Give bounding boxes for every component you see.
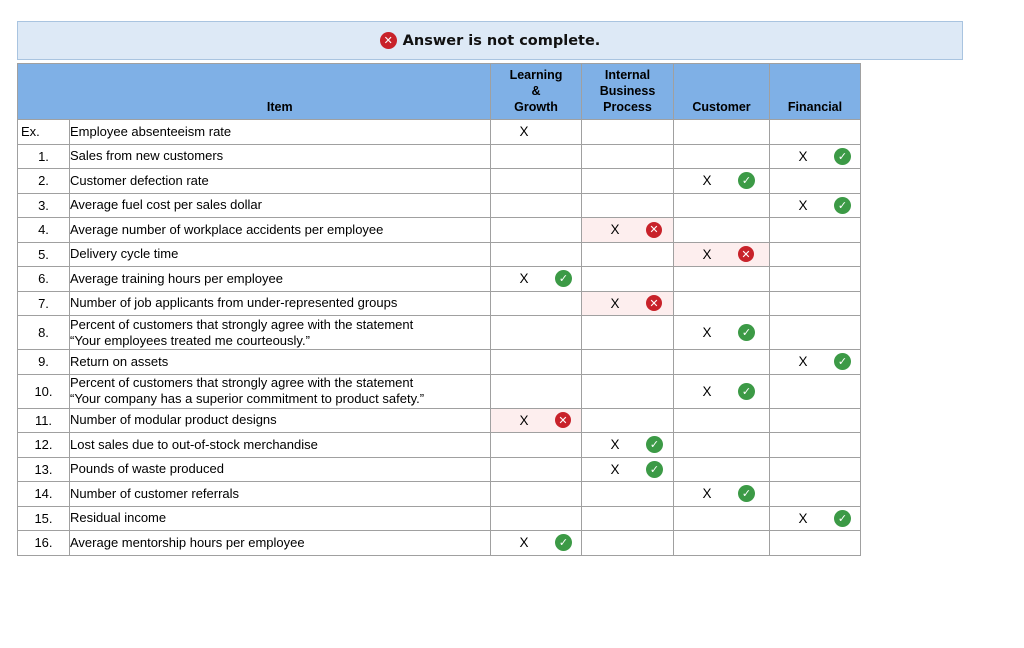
cell-mark: X [702, 173, 712, 189]
cell-internal[interactable] [582, 291, 674, 316]
row-number: 2. [18, 169, 70, 194]
cell-financial[interactable] [770, 193, 861, 218]
cell-internal[interactable] [582, 506, 674, 531]
header-row [18, 64, 861, 120]
row-item: Number of modular product designs [70, 408, 491, 433]
cell-mark: X [702, 486, 712, 502]
table-row [18, 433, 861, 458]
check-icon: ✓ [555, 270, 572, 287]
table-row [18, 316, 861, 350]
x-circle-icon: ✕ [380, 32, 397, 49]
cell-mark: X [610, 222, 620, 238]
table-row [18, 267, 861, 292]
cell-mark: X [702, 246, 712, 262]
row-item: Average mentorship hours per employee [70, 531, 491, 556]
cell-learning[interactable] [491, 408, 582, 433]
check-icon: ✓ [646, 436, 663, 453]
cell-learning[interactable] [491, 291, 582, 316]
cell-financial[interactable] [770, 531, 861, 556]
x-circle-icon: ✕ [555, 412, 571, 428]
row-item: Employee absenteeism rate [70, 120, 491, 145]
cell-customer[interactable] [674, 374, 770, 408]
cell-customer[interactable] [674, 267, 770, 292]
cell-learning[interactable] [491, 531, 582, 556]
row-item: Sales from new customers [70, 144, 491, 169]
cell-internal[interactable] [582, 316, 674, 350]
cell-learning[interactable] [491, 506, 582, 531]
banner-text: Answer is not complete. [402, 32, 601, 49]
cell-internal[interactable] [582, 144, 674, 169]
row-item: Number of customer referrals [70, 482, 491, 507]
x-circle-icon: ✕ [646, 295, 662, 311]
table-row [18, 144, 861, 169]
cell-customer[interactable] [674, 408, 770, 433]
row-item: Return on assets [70, 350, 491, 375]
table-row [18, 120, 861, 145]
cell-mark: X [798, 354, 808, 370]
table-row [18, 169, 861, 194]
row-number: 3. [18, 193, 70, 218]
row-number: 8. [18, 316, 70, 350]
row-item: Customer defection rate [70, 169, 491, 194]
row-number: 9. [18, 350, 70, 375]
cell-financial[interactable] [770, 316, 861, 350]
x-circle-icon: ✕ [738, 246, 754, 262]
cell-internal[interactable] [582, 482, 674, 507]
header-learning-growth: Learning & Growth [491, 64, 582, 120]
row-item: Residual income [70, 506, 491, 531]
cell-internal[interactable] [582, 218, 674, 243]
cell-customer[interactable] [674, 316, 770, 350]
cell-internal[interactable] [582, 169, 674, 194]
cell-internal[interactable] [582, 408, 674, 433]
cell-customer[interactable] [674, 193, 770, 218]
cell-financial[interactable] [770, 374, 861, 408]
row-number: 15. [18, 506, 70, 531]
row-number: 6. [18, 267, 70, 292]
check-icon: ✓ [738, 383, 755, 400]
cell-customer[interactable] [674, 350, 770, 375]
cell-financial[interactable] [770, 482, 861, 507]
row-item: Number of job applicants from under-represented groups [70, 291, 491, 316]
row-item: Pounds of waste produced [70, 457, 491, 482]
cell-mark: X [610, 461, 620, 477]
cell-internal[interactable] [582, 193, 674, 218]
cell-financial[interactable] [770, 169, 861, 194]
cell-customer[interactable] [674, 531, 770, 556]
row-number: 4. [18, 218, 70, 243]
cell-financial[interactable] [770, 506, 861, 531]
cell-customer[interactable] [674, 506, 770, 531]
cell-customer[interactable] [674, 169, 770, 194]
cell-learning[interactable] [491, 169, 582, 194]
cell-customer [674, 120, 770, 145]
check-icon: ✓ [738, 485, 755, 502]
status-banner [17, 21, 963, 60]
table-row [18, 218, 861, 243]
cell-learning [491, 120, 582, 145]
row-item: Delivery cycle time [70, 242, 491, 267]
cell-financial[interactable] [770, 267, 861, 292]
table-row [18, 506, 861, 531]
table-row [18, 291, 861, 316]
table-row [18, 242, 861, 267]
cell-mark: X [519, 535, 529, 551]
scorecard-table [17, 63, 861, 556]
check-icon: ✓ [738, 172, 755, 189]
cell-financial[interactable] [770, 457, 861, 482]
cell-learning[interactable] [491, 482, 582, 507]
table-row [18, 482, 861, 507]
check-icon: ✓ [834, 510, 851, 527]
cell-mark: X [610, 295, 620, 311]
cell-internal[interactable] [582, 374, 674, 408]
header-financial: Financial [770, 64, 861, 120]
row-number: 5. [18, 242, 70, 267]
row-number: 14. [18, 482, 70, 507]
table-row [18, 531, 861, 556]
cell-financial[interactable] [770, 242, 861, 267]
cell-mark: X [610, 437, 620, 453]
row-item: Average fuel cost per sales dollar [70, 193, 491, 218]
x-circle-icon: ✕ [646, 222, 662, 238]
cell-customer[interactable] [674, 433, 770, 458]
cell-mark: X [798, 510, 808, 526]
cell-financial[interactable] [770, 291, 861, 316]
row-item: Lost sales due to out-of-stock merchandise [70, 433, 491, 458]
cell-financial [770, 120, 861, 145]
row-number: 7. [18, 291, 70, 316]
row-item: Percent of customers that strongly agree with the statement “Your company has a superior commitment to product safety.” [70, 374, 491, 408]
row-number: 10. [18, 374, 70, 408]
cell-financial[interactable] [770, 218, 861, 243]
cell-customer[interactable] [674, 218, 770, 243]
cell-financial[interactable] [770, 144, 861, 169]
cell-internal[interactable] [582, 457, 674, 482]
header-item: Item [70, 64, 491, 120]
row-item: Average number of workplace accidents per employee [70, 218, 491, 243]
cell-learning[interactable] [491, 457, 582, 482]
cell-customer[interactable] [674, 291, 770, 316]
cell-mark: X [519, 124, 529, 140]
row-number: 1. [18, 144, 70, 169]
table-row [18, 408, 861, 433]
cell-mark: X [798, 197, 808, 213]
row-number: 12. [18, 433, 70, 458]
table-row [18, 457, 861, 482]
row-number: 16. [18, 531, 70, 556]
header-number [18, 64, 70, 120]
check-icon: ✓ [555, 534, 572, 551]
cell-customer[interactable] [674, 242, 770, 267]
cell-mark: X [702, 383, 712, 399]
cell-internal [582, 120, 674, 145]
table-row [18, 374, 861, 408]
cell-mark: X [798, 148, 808, 164]
header-internal-business-process: Internal Business Process [582, 64, 674, 120]
cell-learning[interactable] [491, 267, 582, 292]
cell-mark: X [702, 325, 712, 340]
cell-learning[interactable] [491, 350, 582, 375]
cell-financial[interactable] [770, 350, 861, 375]
cell-financial[interactable] [770, 433, 861, 458]
cell-learning[interactable] [491, 316, 582, 350]
cell-learning[interactable] [491, 144, 582, 169]
cell-customer[interactable] [674, 482, 770, 507]
row-number: 11. [18, 408, 70, 433]
table-row [18, 350, 861, 375]
cell-internal[interactable] [582, 267, 674, 292]
cell-mark: X [519, 412, 529, 428]
cell-mark: X [519, 271, 529, 287]
cell-learning[interactable] [491, 374, 582, 408]
cell-learning[interactable] [491, 242, 582, 267]
check-icon: ✓ [834, 197, 851, 214]
row-item: Average training hours per employee [70, 267, 491, 292]
cell-learning[interactable] [491, 218, 582, 243]
check-icon: ✓ [738, 324, 755, 341]
header-customer: Customer [674, 64, 770, 120]
cell-learning[interactable] [491, 193, 582, 218]
check-icon: ✓ [834, 353, 851, 370]
table-row [18, 193, 861, 218]
cell-customer[interactable] [674, 457, 770, 482]
cell-learning[interactable] [491, 433, 582, 458]
cell-internal[interactable] [582, 350, 674, 375]
cell-customer[interactable] [674, 144, 770, 169]
row-number: 13. [18, 457, 70, 482]
cell-internal[interactable] [582, 531, 674, 556]
cell-internal[interactable] [582, 433, 674, 458]
row-number: Ex. [18, 120, 70, 145]
cell-internal[interactable] [582, 242, 674, 267]
check-icon: ✓ [646, 461, 663, 478]
cell-financial[interactable] [770, 408, 861, 433]
check-icon: ✓ [834, 148, 851, 165]
row-item: Percent of customers that strongly agree with the statement “Your employees treated me courteously.” [70, 316, 491, 350]
